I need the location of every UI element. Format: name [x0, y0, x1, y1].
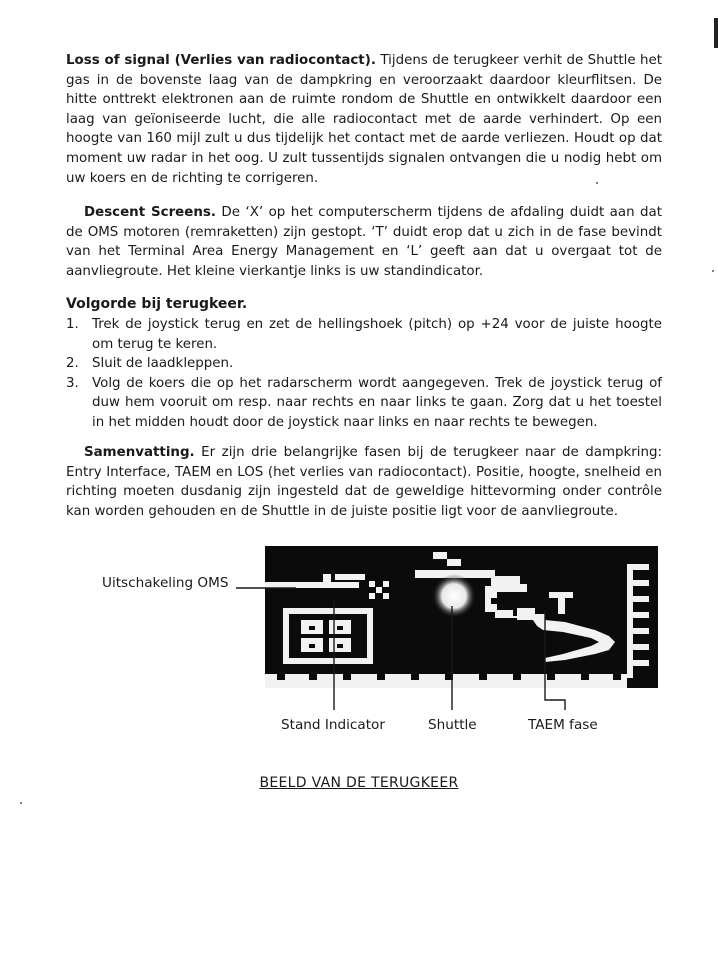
loss-of-signal-heading: Loss of signal (Verlies van radiocontact).: [66, 53, 376, 68]
oms-label: Uitschakeling OMS: [102, 575, 229, 591]
list-item-text: Sluit de laadkleppen.: [92, 356, 234, 372]
taem-label: TAEM fase: [528, 717, 598, 733]
list-item-text: Volg de koers die op het radarscherm wordt aangegeven. Trek de joystick terug of duw hem vooruit om resp. naar rechts en naar links te gaan. Zorg dat u het toestel in het midden houdt door de joystick naar links en naar rechts te bewegen.: [92, 375, 662, 430]
stand-indicator-label: Stand Indicator: [281, 717, 385, 733]
list-item-number: 3.: [66, 375, 79, 391]
descent-screens-heading: Descent Screens.: [84, 205, 216, 220]
list-item-number: 2.: [66, 356, 79, 372]
figure-caption: BEELD VAN DE TERUGKEER: [259, 775, 459, 791]
sequence-heading: Volgorde bij terugkeer.: [66, 296, 248, 312]
summary-text: Er zijn drie belangrijke fasen bij de terugkeer naar de dampkring: Entry Interface, TAEM en LOS (het verlies van radiocontact). Positie, hoogte, snelheid en richting moeten dusdanig zijn ingesteld dat de geweldige hittevorming onder contrôle kan worden gehouden en de Shuttle in de juiste positie ligt voor de aanvliegroute.: [66, 445, 662, 519]
list-item-number: 1.: [66, 317, 79, 332]
descent-screens-text: De ‘X’ op het computerscherm tijdens de afdaling duidt aan dat de OMS motoren (remraketten) zijn gestopt. ‘T’ duidt erop dat u zich in de fase bevindt van het Terminal Area Energy Management en ‘L’ geeft aan dat u overgaat tot de aanvliegroute. Het kleine vierkantje links is uw standindicator.: [66, 205, 662, 279]
summary-heading: Samenvatting.: [84, 445, 195, 460]
shuttle-label: Shuttle: [428, 717, 477, 733]
taem-callout-line: [545, 610, 565, 710]
loss-of-signal-text: Tijdens de terugkeer verhit de Shuttle het gas in de bovenste laag van de dampkring en veroorzaakt daardoor kleurflitsen. De hitte onttrekt elektronen aan de ruimte rondom de Shuttle en ontwikkelt daardoor een laag van geïoniseerde lucht, die alle radiocontact met de aarde verhindert. Op een hoogte van 160 mijl zult u dus tijdelijk het contact met de aarde verliezen. Houdt op dat moment uw radar in het oog. U zult tussentijds signalen ontvangen die u nodig hebt om uw koers en de richting te corrigeren.: [66, 53, 662, 186]
list-item-text: Trek de joystick terug en zet de hellingshoek (pitch) op +24 voor de juiste hoogte om terug te keren.: [92, 317, 662, 352]
